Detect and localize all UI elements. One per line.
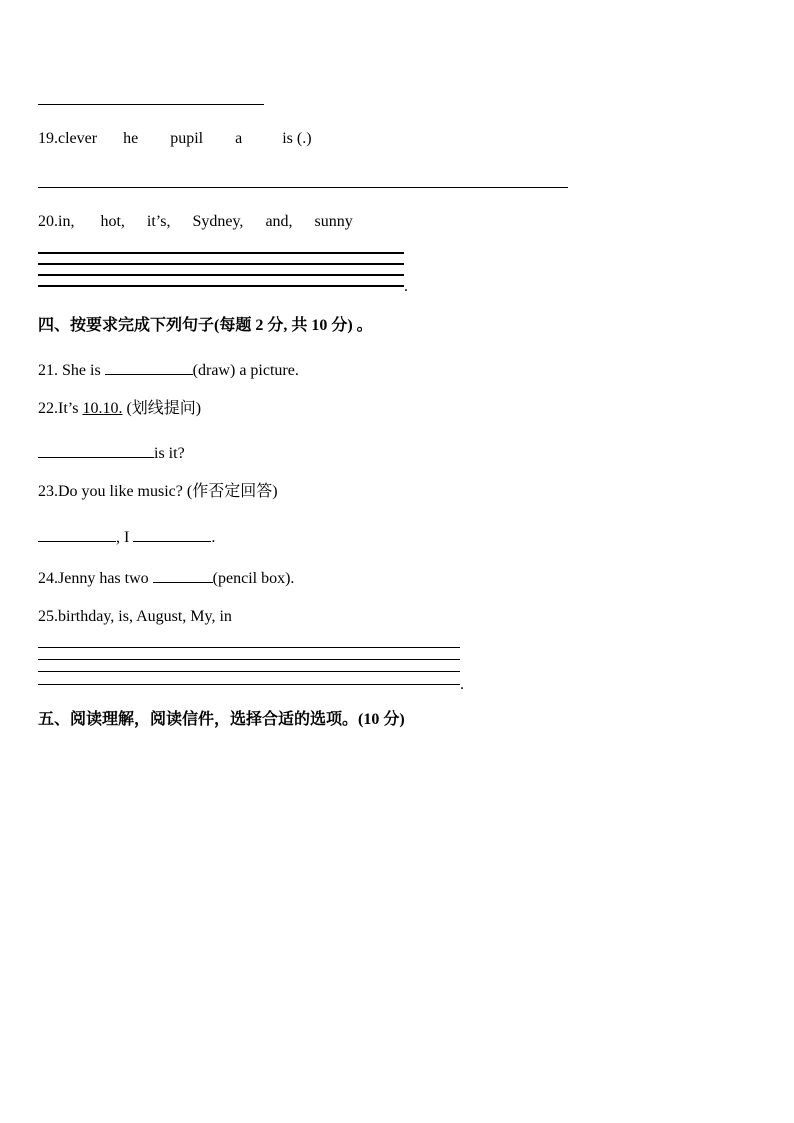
answer-line-20d[interactable] — [38, 285, 404, 287]
word: Sydney, — [192, 213, 244, 230]
question-text: (draw) a picture. — [192, 362, 299, 379]
answer-line-19[interactable] — [38, 187, 568, 188]
question-20 — [38, 212, 353, 232]
word: pupil — [170, 130, 204, 147]
question-number: 20. — [38, 213, 58, 230]
word: is (.) — [282, 130, 312, 147]
answer-22 — [38, 441, 185, 464]
question-number: 19. — [38, 130, 58, 147]
answer-line-25b[interactable] — [38, 659, 460, 660]
answer-line-20c[interactable] — [38, 274, 404, 276]
question-25 — [38, 607, 232, 627]
question-19 — [38, 129, 312, 149]
word: sunny — [314, 213, 353, 230]
question-21 — [38, 358, 299, 381]
underlined-answer: 10.10. — [82, 400, 123, 417]
question-text: Do you like music? (作否定回答) — [58, 483, 278, 500]
instruction: (划线提问) — [122, 400, 202, 417]
answer-blank[interactable] — [38, 525, 116, 542]
answer-line-20b[interactable] — [38, 263, 404, 265]
word: a — [235, 130, 243, 147]
period: . — [460, 676, 464, 693]
answer-text: . — [211, 529, 216, 546]
word: and, — [265, 213, 293, 230]
question-text: . She is — [54, 362, 105, 379]
question-24 — [38, 566, 294, 589]
question-22 — [38, 399, 201, 419]
word: hot, — [100, 213, 125, 230]
question-number: 22. — [38, 400, 58, 417]
question-text: Jenny has two — [58, 570, 153, 587]
question-text: (pencil box). — [212, 570, 295, 587]
answer-text: is it? — [154, 445, 185, 462]
word: it’s, — [146, 213, 171, 230]
answer-blank[interactable] — [153, 566, 213, 583]
answer-blank[interactable] — [133, 525, 211, 542]
word: he — [123, 130, 139, 147]
answer-line-25d[interactable] — [38, 684, 460, 685]
word: clever — [58, 130, 98, 147]
answer-line-18 — [38, 104, 264, 105]
answer-line-25c[interactable] — [38, 671, 460, 672]
period: . — [404, 278, 408, 295]
answer-text: , I — [116, 529, 134, 546]
answer-line-25a[interactable] — [38, 647, 460, 648]
question-number: 23. — [38, 483, 58, 500]
question-text: It’s — [58, 400, 83, 417]
answer-blank[interactable] — [38, 441, 154, 458]
question-number: 21 — [38, 362, 54, 379]
answer-blank[interactable] — [105, 358, 193, 375]
section-5-title: 五、阅读理解，阅读信件，选择合适的选项。(10 分) — [38, 711, 405, 728]
word: in, — [58, 213, 75, 230]
section-4-title: 四、按要求完成下列句子(每题 2 分, 共 10 分) 。 — [38, 317, 373, 334]
answer-line-20a[interactable] — [38, 252, 404, 254]
question-text: birthday, is, August, My, in — [58, 608, 232, 625]
question-number: 24. — [38, 570, 58, 587]
question-number: 25. — [38, 608, 58, 625]
question-23 — [38, 482, 278, 502]
answer-23 — [38, 525, 215, 548]
